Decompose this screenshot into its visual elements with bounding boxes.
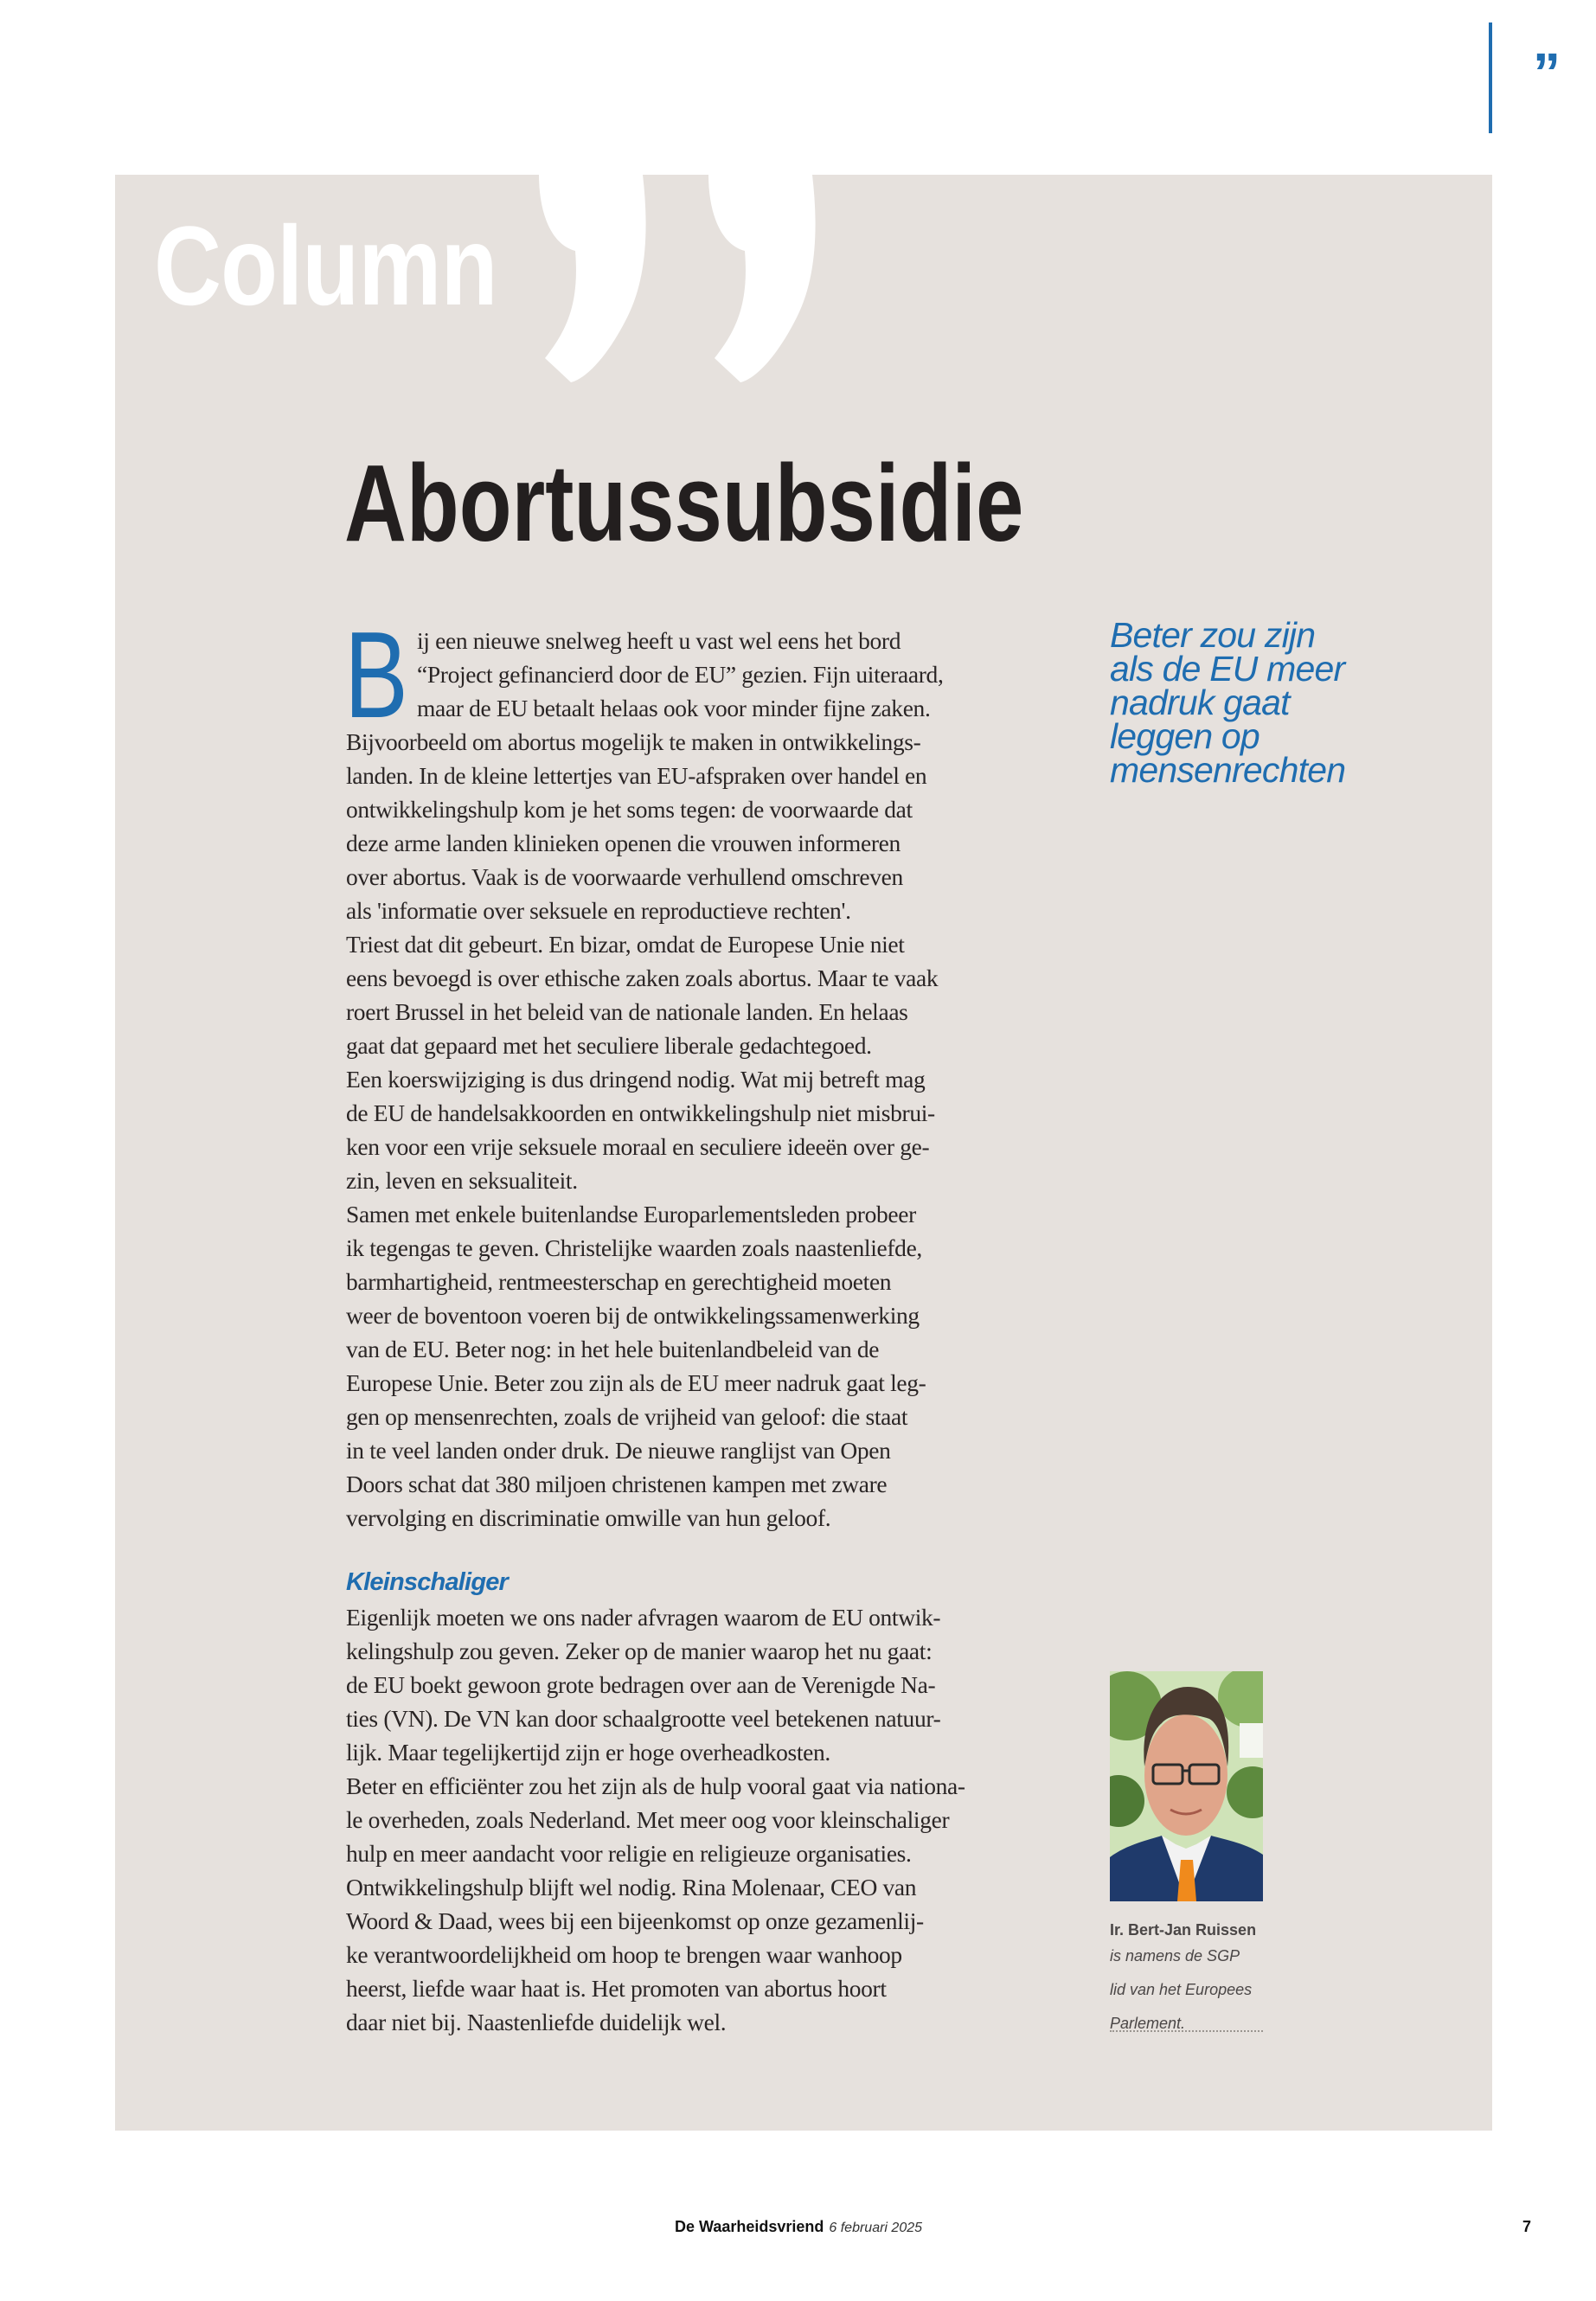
text-line: Eigenlijk moeten we ons nader afvragen waarom de EU ontwik- (346, 1604, 941, 1631)
text-line: Europese Unie. Beter zou zijn als de EU meer nadruk gaat leg- (346, 1369, 926, 1396)
text-line: nadruk gaat (1110, 683, 1290, 722)
text-line: de EU de handelsakkoorden en ontwikkelingshulp niet misbrui- (346, 1099, 935, 1126)
text-line: Woord & Daad, wees bij een bijeenkomst op onze gezamenlij- (346, 1907, 924, 1934)
text-line: Parlement. (1110, 2015, 1186, 2032)
text-line: landen. In de kleine lettertjes van EU-afspraken over handel en (346, 762, 927, 789)
quote-comma-left (539, 175, 646, 382)
text-line: ken voor een vrije seksuele moraal en seculiere ideeën over ge- (346, 1133, 930, 1160)
drop-cap: B (344, 606, 408, 744)
text-line: hulp en meer aandacht voor religie en religieuze organisaties. (346, 1840, 912, 1867)
text-line: Beter zou zijn (1110, 615, 1316, 655)
text-line: de EU boekt gewoon grote bedragen over aan de Verenigde Na- (346, 1671, 936, 1698)
text-line: mensenrechten (1110, 750, 1346, 790)
section-label: Column (154, 202, 497, 329)
page-number: 7 (1522, 2218, 1532, 2235)
text-line: lijk. Maar tegelijkertijd zijn er hoge overheadkosten. (346, 1739, 830, 1766)
large-quote-mark-icon (519, 175, 865, 382)
text-line: Een koerswijziging is dus dringend nodig. Wat mij betreft mag (346, 1066, 926, 1093)
text-line: leggen op (1110, 716, 1259, 756)
text-line: barmhartigheid, rentmeesterschap en gerechtigheid moeten (346, 1268, 892, 1295)
text-line: over abortus. Vaak is de voorwaarde verhullend omschreven (346, 863, 903, 890)
text-line: roert Brussel in het beleid van de nationale landen. En helaas (346, 998, 908, 1025)
text-line: Triest dat dit gebeurt. En bizar, omdat de Europese Unie niet (346, 931, 905, 958)
text-line: van de EU. Beter nog: in het hele buitenlandbeleid van de (346, 1336, 880, 1362)
author-name: Ir. Bert-Jan Ruissen (1110, 1921, 1257, 1939)
text-line: maar de EU betaalt helaas ook voor minder fijne zaken. (417, 695, 931, 721)
text-line: ik tegengas te geven. Christelijke waarden zoals naastenliefde, (346, 1234, 922, 1261)
subheading: Kleinschaliger (346, 1568, 509, 1596)
text-line: ke verantwoordelijkheid om hoop te brengen waar wanhoop (346, 1941, 902, 1968)
footer (675, 2215, 922, 2240)
text-line: vervolging en discriminatie omwille van hun geloof. (346, 1504, 831, 1531)
text-line: gen op mensenrechten, zoals de vrijheid van geloof: die staat (346, 1403, 908, 1430)
text-line: Ontwikkelingshulp blijft wel nodig. Rina Molenaar, CEO van (346, 1874, 917, 1900)
text-line: daar niet bij. Naastenliefde duidelijk wel. (346, 2009, 727, 2035)
author-description (1110, 1943, 1283, 2044)
text-line: Bijvoorbeeld om abortus mogelijk te maken in ontwikkelings- (346, 728, 921, 755)
text-line: le overheden, zoals Nederland. Met meer oog voor kleinschaliger (346, 1806, 950, 1833)
text-line: Doors schat dat 380 miljoen christenen kampen met zware (346, 1471, 888, 1497)
text-line: als de EU meer (1110, 649, 1345, 689)
closing-quote-icon: ” (1533, 42, 1561, 104)
text-line: “Project gefinancierd door de EU” gezien. Fijn uiteraard, (417, 661, 944, 688)
article-body-section-1 (346, 624, 1038, 1535)
text-line: is namens de SGP (1110, 1947, 1240, 1965)
text-line: zin, leven en seksualiteit. (346, 1167, 578, 1194)
text-line: ij een nieuwe snelweg heeft u vast wel eens het bord (417, 627, 901, 654)
text-line: als 'informatie over seksuele en reproductieve rechten'. (346, 897, 851, 924)
text-line: Beter en efficiënter zou het zijn als de hulp vooral gaat via nationa- (346, 1772, 965, 1799)
text-line: ontwikkelingshulp kom je het soms tegen: de voorwaarde dat (346, 796, 913, 823)
author-caption (1110, 1917, 1283, 2044)
text-line: deze arme landen klinieken openen die vrouwen informeren (346, 830, 901, 856)
article-title: Abortussubsidie (344, 442, 1024, 564)
caption-divider (1110, 2030, 1263, 2032)
pull-quote (1110, 608, 1346, 790)
issue-date: 6 februari 2025 (829, 2221, 923, 2235)
article-body-section-2 (346, 1600, 1038, 2039)
text-line: kelingshulp zou geven. Zeker op de manier waarop het nu gaat: (346, 1638, 933, 1664)
text-line: gaat dat gepaard met het seculiere liberale gedachtegoed. (346, 1032, 872, 1059)
publication-name: De Waarheidsvriend (675, 2218, 824, 2235)
text-line: Samen met enkele buitenlandse Europarlementsleden probeer (346, 1201, 916, 1227)
text-line: lid van het Europees (1110, 1981, 1253, 1998)
quote-comma-right (708, 175, 816, 382)
text-line: heerst, liefde waar haat is. Het promoten van abortus hoort (346, 1975, 887, 2002)
text-line: in te veel landen onder druk. De nieuwe ranglijst van Open (346, 1437, 891, 1464)
header-rule (1489, 22, 1492, 133)
text-line: ties (VN). De VN kan door schaalgrootte veel betekenen natuur- (346, 1705, 941, 1732)
text-line: weer de boventoon voeren bij de ontwikkelingssamenwerking (346, 1302, 920, 1329)
author-photo (1110, 1671, 1263, 1901)
text-line: eens bevoegd is over ethische zaken zoals abortus. Maar te vaak (346, 965, 939, 991)
